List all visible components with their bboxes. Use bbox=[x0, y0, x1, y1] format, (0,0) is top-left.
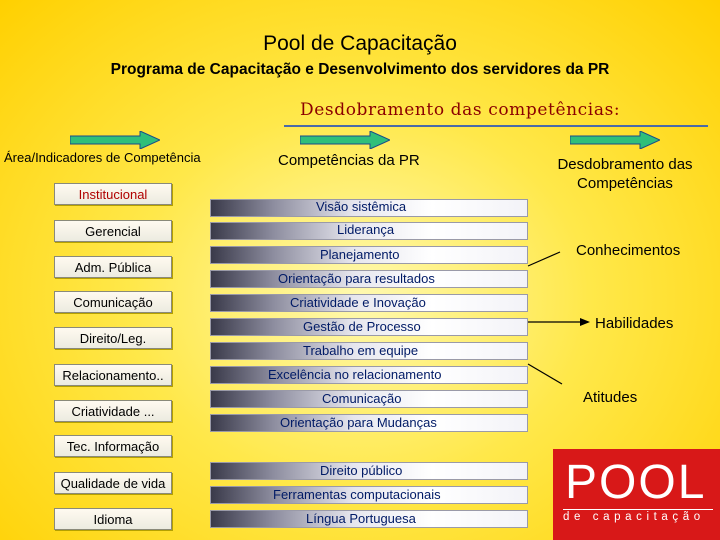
pool-logo-rule bbox=[563, 509, 713, 510]
competency-trabalho-equipe: Trabalho em equipe bbox=[303, 343, 419, 358]
connector-lines bbox=[520, 240, 600, 410]
competency-ferramentas-computacionais: Ferramentas computacionais bbox=[273, 487, 441, 502]
indicator-criatividade: Criatividade ... bbox=[54, 400, 172, 422]
indicator-qualidade-de-vida: Qualidade de vida bbox=[54, 472, 172, 494]
breakdown-conhecimentos: Conhecimentos bbox=[576, 242, 681, 259]
indicator-idioma: Idioma bbox=[54, 508, 172, 530]
pool-logo bbox=[553, 449, 720, 540]
indicator-tec-informacao: Tec. Informação bbox=[54, 435, 172, 457]
breakdown-header-line1: Desdobramento das bbox=[557, 156, 693, 173]
page-title: Pool de Capacitação bbox=[263, 32, 457, 55]
competency-comunicacao: Comunicação bbox=[322, 391, 402, 406]
arrow-right-icon bbox=[300, 131, 390, 149]
pool-logo-word: POOL bbox=[565, 456, 707, 509]
breakdown-habilidades: Habilidades bbox=[595, 315, 674, 332]
competency-direito-publico: Direito público bbox=[320, 463, 403, 478]
section-heading: Desdobramento das competências: bbox=[300, 100, 621, 120]
competency-gestao-processo: Gestão de Processo bbox=[303, 319, 421, 334]
competencies-header: Competências da PR bbox=[278, 152, 420, 169]
competency-orientacao-resultados: Orientação para resultados bbox=[278, 271, 435, 286]
indicator-relacionamento: Relacionamento.. bbox=[54, 364, 172, 386]
indicator-direito-leg: Direito/Leg. bbox=[54, 327, 172, 349]
pool-logo-tagline: de capacitação bbox=[563, 511, 705, 523]
arrow-right-icon bbox=[70, 131, 160, 149]
competency-visao-sistemica: Visão sistêmica bbox=[316, 199, 407, 214]
indicator-comunicacao: Comunicação bbox=[54, 291, 172, 313]
breakdown-header-line2: Competências bbox=[577, 175, 673, 192]
page-subtitle: Programa de Capacitação e Desenvolvimento dos servidores da PR bbox=[110, 61, 610, 78]
breakdown-atitudes: Atitudes bbox=[583, 389, 638, 406]
competency-excelencia-relacionamento: Excelência no relacionamento bbox=[268, 367, 442, 382]
competency-lideranca: Liderança bbox=[337, 222, 395, 237]
arrow-right-icon bbox=[570, 131, 660, 149]
indicator-gerencial: Gerencial bbox=[54, 220, 172, 242]
indicators-header: Área/Indicadores de Competência bbox=[4, 150, 201, 165]
competency-lingua-portuguesa: Língua Portuguesa bbox=[306, 511, 416, 526]
competency-criatividade-inovacao: Criatividade e Inovação bbox=[290, 295, 426, 310]
indicator-institucional: Institucional bbox=[54, 183, 172, 205]
section-divider bbox=[284, 125, 708, 127]
competency-planejamento: Planejamento bbox=[320, 247, 400, 262]
indicator-adm-publica: Adm. Pública bbox=[54, 256, 172, 278]
breakdown-header bbox=[540, 155, 710, 193]
competency-orientacao-mudancas: Orientação para Mudanças bbox=[280, 415, 437, 430]
